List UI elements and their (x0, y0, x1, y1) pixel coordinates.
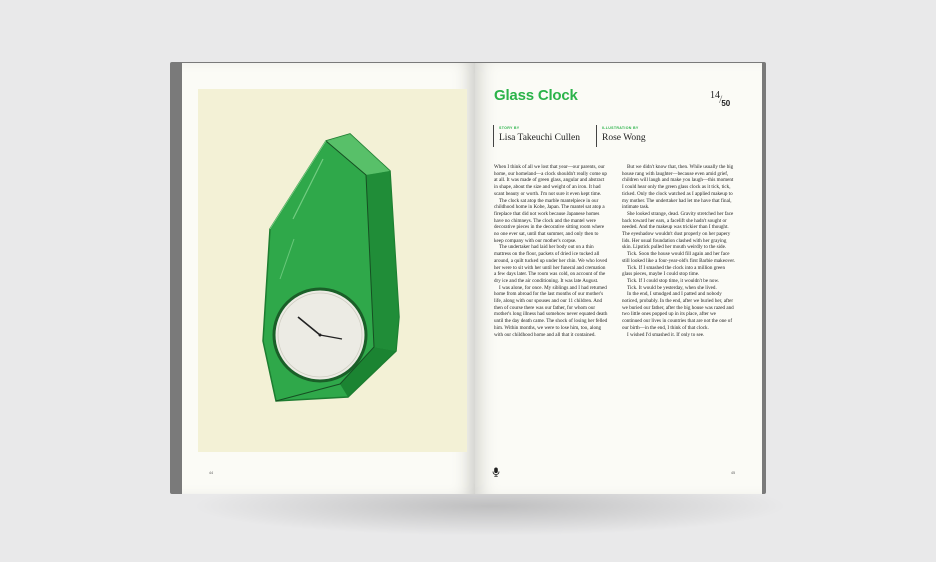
paragraph: Tick. It would be yesterday, when she lived. (627, 284, 717, 291)
article-title: Glass Clock (494, 87, 578, 104)
paragraph: In the end, I smudged and I patted and nobody noticed, probably. In the end, after we buried her, after we buried our father, after the big house was razed and two little ones popped up in its place, after we continued our lives in countries that are not the one of our birth—in the end, I think of that clock. (622, 291, 734, 331)
story-credit (493, 125, 580, 147)
body-column-2 (622, 164, 736, 446)
story-counter (710, 90, 731, 108)
paragraph: But we didn't know that, then. While usually the big house rang with laughter—because even amid grief, children will laugh and make you laugh—this moment I could hear only the green glass clock as it tick, tick, ticked. Only the clock watched as I applied makeup to my mother. The undertaker had let me have that final, intimate task. (622, 164, 734, 211)
story-credit-label: STORY BY (499, 126, 520, 130)
paragraph: She looked strange, dead. Gravity stretched her face back toward her ears, a facelift she hadn't sought or needed. And the makeup was trickier than I thought. The eyeshadow wouldn't dust properly on her papery lids. Her usual foundation clashed with her graying skin. Lipstick pulled her mouth weirdly to the side. (622, 210, 734, 251)
paragraph: I was alone, for once. My siblings and I had returned home from abroad for the last months of our mother's life, along with our spouses and our 11 children. And then of course there was our father, for whom our mother's long illness had somehow never equated death until the day death came. The shock of losing her felled him. Within months, we were to lose him, too, along with our childhood home and all that it contained. (494, 284, 608, 338)
paragraph: Tick. If I smashed the clock into a million green glass pieces, maybe I could stop time. (622, 264, 725, 278)
paragraph: The undertaker had laid her body out on a thin mattress on the floor, packets of dried ice tucked all around, a quilt tucked up under her chin. We who loved her were to sit with her until her funeral and cremation a few days later. The room was cold, on account of the dry ice and the air conditioning. It was late August. (494, 244, 608, 284)
microphone-icon (492, 467, 500, 477)
left-page-number: 44 (209, 471, 214, 475)
paragraph: Tick. Soon the house would fill again and her face still looked like a four-year-old's first Barbie makeover. (622, 251, 736, 264)
illustration-panel (198, 89, 467, 452)
right-page-number: 45 (731, 471, 736, 475)
illustration-credit-name: Rose Wong (602, 133, 646, 143)
illustration-credit-label: ILLUSTRATION BY (602, 126, 639, 130)
body-column-1 (494, 164, 608, 446)
story-counter-current: 14 (710, 90, 720, 101)
story-counter-slash: / (719, 92, 723, 106)
paragraph: When I think of all we lost that year—our parents, our home, our homeland—a clock shouldn't really come up at all. It was made of green glass, angular and abstract in shape, about the size and weight of an iron. It had scant beauty or worth. I'm not sure it even kept time. (494, 164, 607, 197)
paragraph: I wished I'd smashed it. If only to see. (627, 331, 705, 338)
paragraph: The clock sat atop the marble mantelpiece in our childhood home in Kobe, Japan. The mantel sat atop a fireplace that did not work because Japanese homes have no chimneys. The clock and the mantel were decorative pieces in the decorative sitting room where no one ever sat, until that summer, and only then to keep company with our mother's corpse. (494, 197, 605, 244)
glass-clock-illustration (198, 89, 467, 452)
story-counter-total: 50 (721, 99, 731, 108)
story-credit-name: Lisa Takeuchi Cullen (499, 133, 580, 143)
illustration-credit (596, 125, 646, 147)
paragraph: Tick. If I could stop time, it wouldn't be now. (627, 277, 720, 284)
